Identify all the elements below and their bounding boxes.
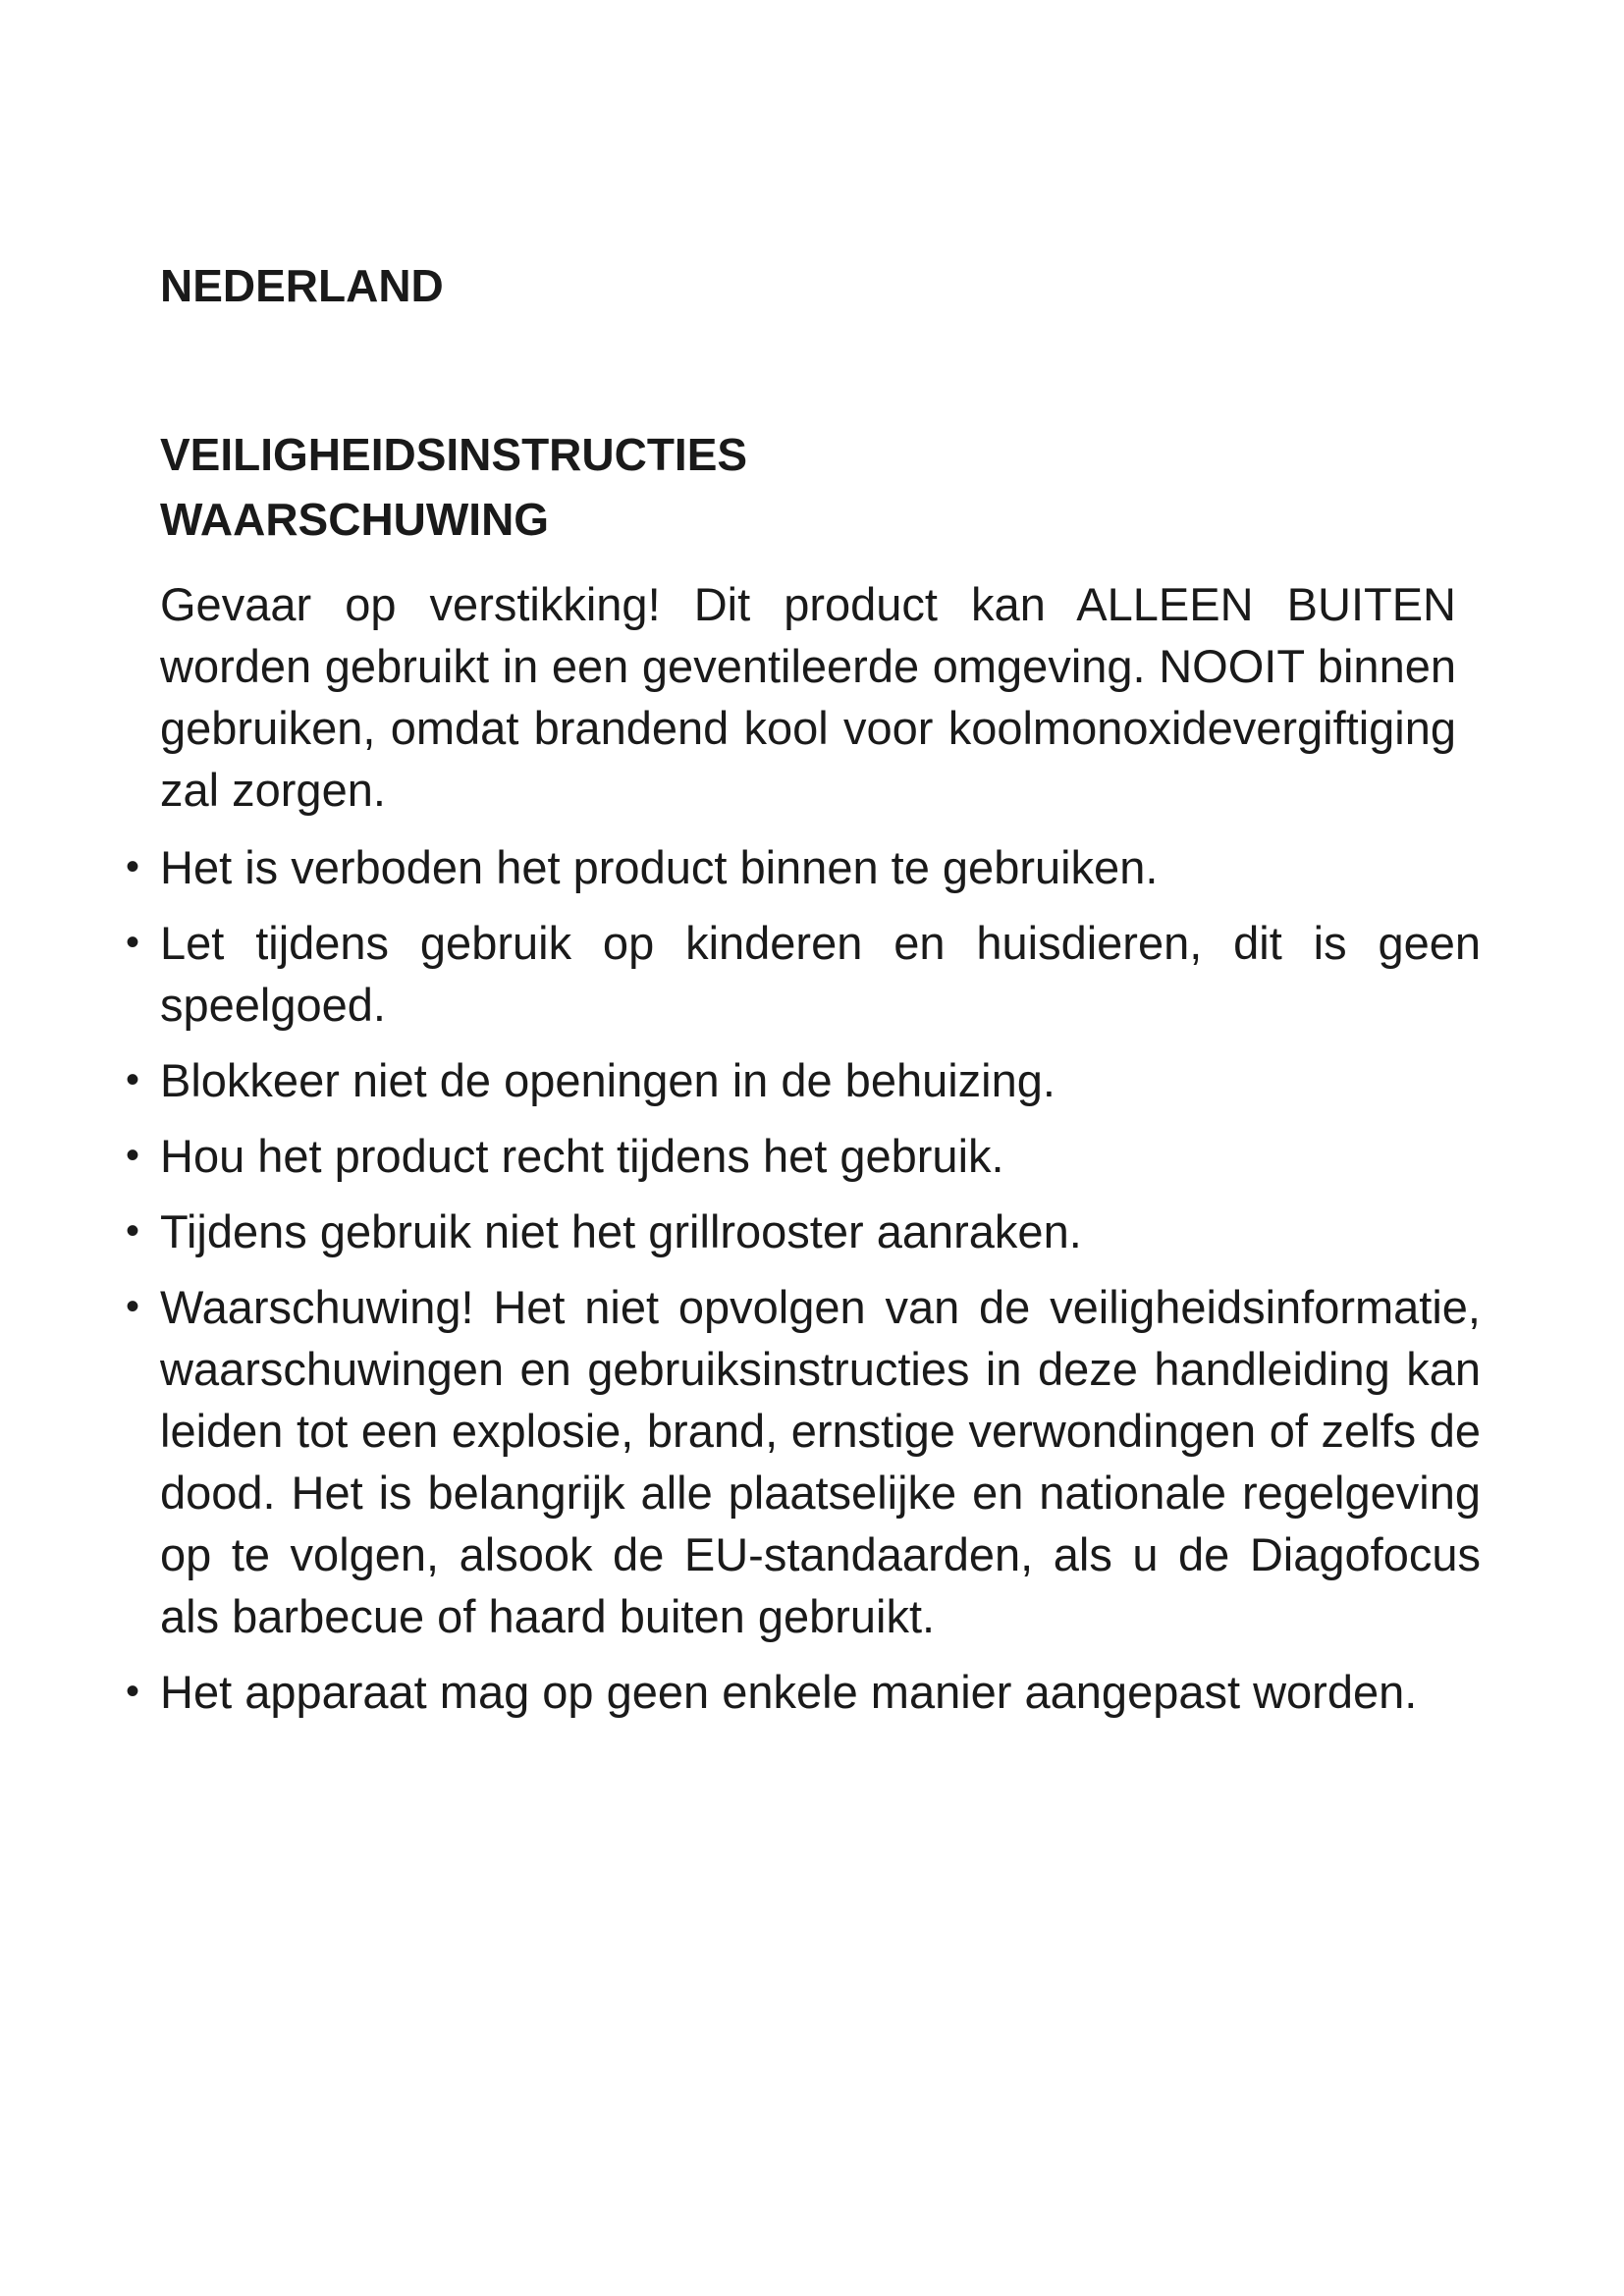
bullet-text: Let tijdens gebruik op kinderen en huisdieren, dit is geen speelgoed. xyxy=(160,917,1481,1031)
bullet-icon: • xyxy=(125,1058,139,1101)
warning-heading: WAARSCHUWING xyxy=(160,494,550,545)
bullet-text: Het apparaat mag op geen enkele manier aangepast worden. xyxy=(160,1666,1418,1718)
bullet-item-upright xyxy=(0,1125,1481,1187)
bullet-icon: • xyxy=(125,1134,139,1177)
bullet-item-grill-grate xyxy=(0,1201,1481,1262)
bullet-text: Hou het product recht tijdens het gebruik. xyxy=(160,1130,1004,1182)
bullet-text: Het is verboden het product binnen te gebruiken. xyxy=(160,841,1159,893)
bullet-icon: • xyxy=(125,1670,139,1713)
country-heading: NEDERLAND xyxy=(160,260,444,311)
bullet-text: Waarschuwing! Het niet opvolgen van de veiligheidsinformatie, waarschuwingen en gebruiksinstructies in deze handleiding kan leiden tot een explosie, brand, ernstige verwondingen of zelfs de dood. Het is belangrijk alle plaatselijke en nationale regelgeving op te volgen, alsook de EU-standaarden, als u de Diagofocus als barbecue of haard buiten gebruikt. xyxy=(160,1281,1481,1642)
safety-bullet-list xyxy=(0,836,1624,1736)
warning-intro-paragraph: Gevaar op verstikking! Dit product kan ALLEEN BUITEN worden gebruikt in een geventileerde omgeving. NOOIT binnen gebruiken, omdat brandend kool voor koolmonoxidevergiftiging zal zorgen. xyxy=(160,578,1456,816)
safety-instructions-heading: VEILIGHEIDSINSTRUCTIES xyxy=(160,429,748,480)
bullet-icon: • xyxy=(125,921,139,964)
bullet-text: Tijdens gebruik niet het grillrooster aanraken. xyxy=(160,1205,1082,1257)
bullet-item-warning-regulations xyxy=(0,1276,1481,1647)
bullet-icon: • xyxy=(125,1285,139,1328)
bullet-icon: • xyxy=(125,1209,139,1253)
bullet-item-children-pets xyxy=(0,912,1481,1036)
bullet-item-no-modification xyxy=(0,1661,1481,1723)
bullet-icon: • xyxy=(125,845,139,888)
bullet-item-indoor-use xyxy=(0,836,1481,898)
bullet-item-openings xyxy=(0,1049,1481,1111)
bullet-text: Blokkeer niet de openingen in de behuizing. xyxy=(160,1054,1056,1106)
